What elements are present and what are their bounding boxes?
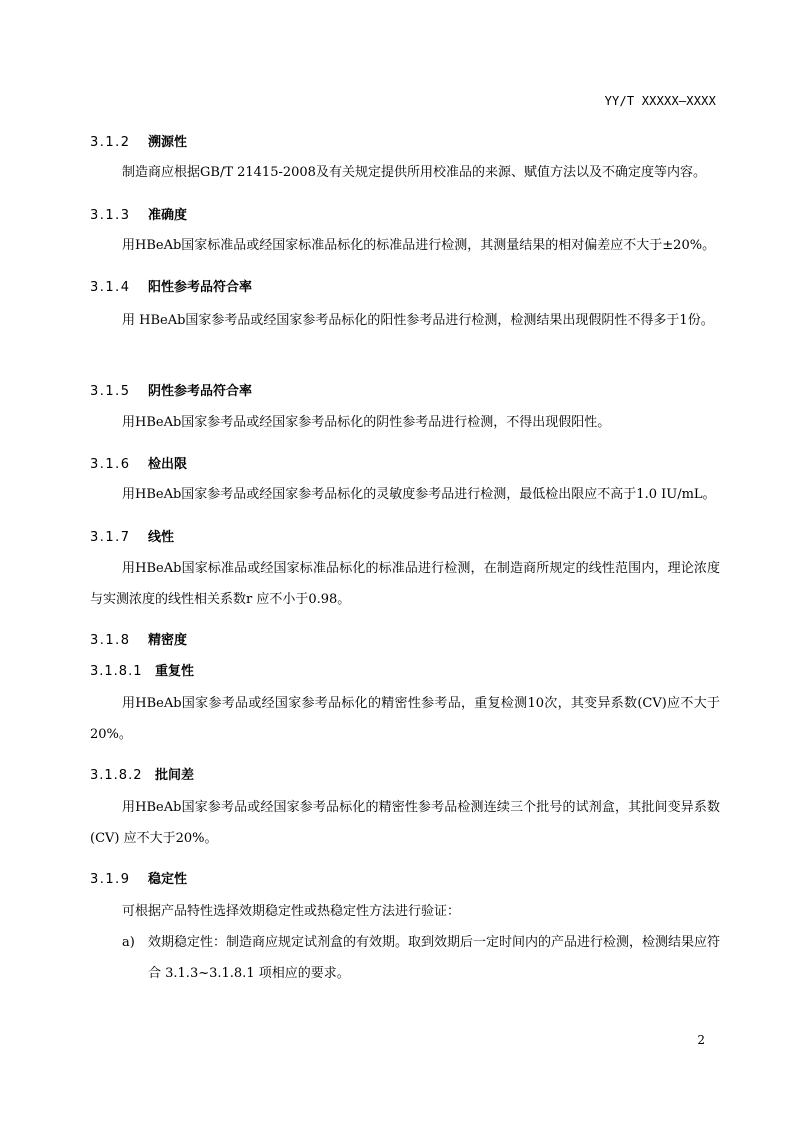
heading-3-1-2 — [90, 131, 187, 150]
section-number: 3.1.8 — [90, 633, 131, 648]
heading-3-1-3 — [90, 204, 187, 223]
section-title: 阳性参考品符合率 — [148, 280, 253, 295]
section-title: 溯源性 — [148, 135, 188, 150]
section-number: 3.1.8.2 — [90, 768, 143, 783]
page-number: 2 — [697, 1033, 705, 1047]
heading-3-1-6 — [90, 453, 187, 472]
paragraph-traceability: 制造商应根据GB/T 21415-2008及有关规定提供所用校准品的来源、赋值方法以及不确定度等内容。 — [122, 165, 706, 180]
section-title: 精密度 — [148, 633, 188, 648]
section-number: 3.1.9 — [90, 872, 131, 887]
paragraph-negative-reference: 用HBeAb国家参考品或经国家参考品标化的阴性参考品进行检测，不得出现假阳性。 — [122, 415, 611, 430]
document-code: YY/T XXXXX—XXXX — [604, 94, 716, 108]
section-title: 线性 — [148, 530, 175, 545]
heading-3-1-7 — [90, 526, 174, 545]
section-number: 3.1.6 — [90, 457, 131, 472]
heading-3-1-8-2 — [90, 764, 194, 783]
list-item-label: a) — [122, 935, 135, 950]
section-number: 3.1.4 — [90, 280, 131, 295]
section-number: 3.1.8.1 — [90, 664, 143, 679]
list-item-a — [122, 927, 720, 989]
paragraph-accuracy: 用HBeAb国家标准品或经国家标准品标化的标准品进行检测，其测量结果的相对偏差应不大于±20%。 — [122, 238, 716, 253]
section-title: 阴性参考品符合率 — [148, 384, 253, 399]
section-title: 检出限 — [148, 457, 188, 472]
section-title: 批间差 — [155, 768, 195, 783]
section-number: 3.1.5 — [90, 384, 131, 399]
paragraph-linearity: 用HBeAb国家标准品或经国家标准品标化的标准品进行检测，在制造商所规定的线性范围内，理论浓度与实测浓度的线性相关系数r 应不小于0.98。 — [90, 561, 720, 607]
section-title: 准确度 — [148, 208, 188, 223]
paragraph-repeatability: 用HBeAb国家参考品或经国家参考品标化的精密性参考品，重复检测10次，其变异系数(CV)应不大于20%。 — [90, 696, 720, 742]
section-number: 3.1.3 — [90, 208, 131, 223]
heading-3-1-5 — [90, 380, 252, 399]
heading-3-1-9 — [90, 868, 187, 887]
section-number: 3.1.2 — [90, 135, 131, 150]
heading-3-1-4 — [90, 276, 252, 295]
paragraph-detection-limit: 用HBeAb国家参考品或经国家参考品标化的灵敏度参考品进行检测，最低检出限应不高于1.0 IU/mL。 — [122, 487, 716, 502]
heading-3-1-8 — [90, 629, 187, 648]
list-item-text: 效期稳定性：制造商应规定试剂盒的有效期。取到效期后一定时间内的产品进行检测，检测结果应符合 3.1.3~3.1.8.1 项相应的要求。 — [148, 935, 721, 981]
heading-3-1-8-1 — [90, 660, 194, 679]
section-number: 3.1.7 — [90, 530, 131, 545]
section-title: 稳定性 — [148, 872, 188, 887]
paragraph-stability-intro: 可根据产品特性选择效期稳定性或热稳定性方法进行验证： — [122, 904, 461, 919]
paragraph-batch-variation: 用HBeAb国家参考品或经国家参考品标化的精密性参考品检测连续三个批号的试剂盒，其批间变异系数(CV) 应不大于20%。 — [90, 800, 720, 846]
section-title: 重复性 — [155, 664, 195, 679]
paragraph-positive-reference: 用 HBeAb国家参考品或经国家参考品标化的阳性参考品进行检测，检测结果出现假阴性不得多于1份。 — [122, 313, 714, 328]
